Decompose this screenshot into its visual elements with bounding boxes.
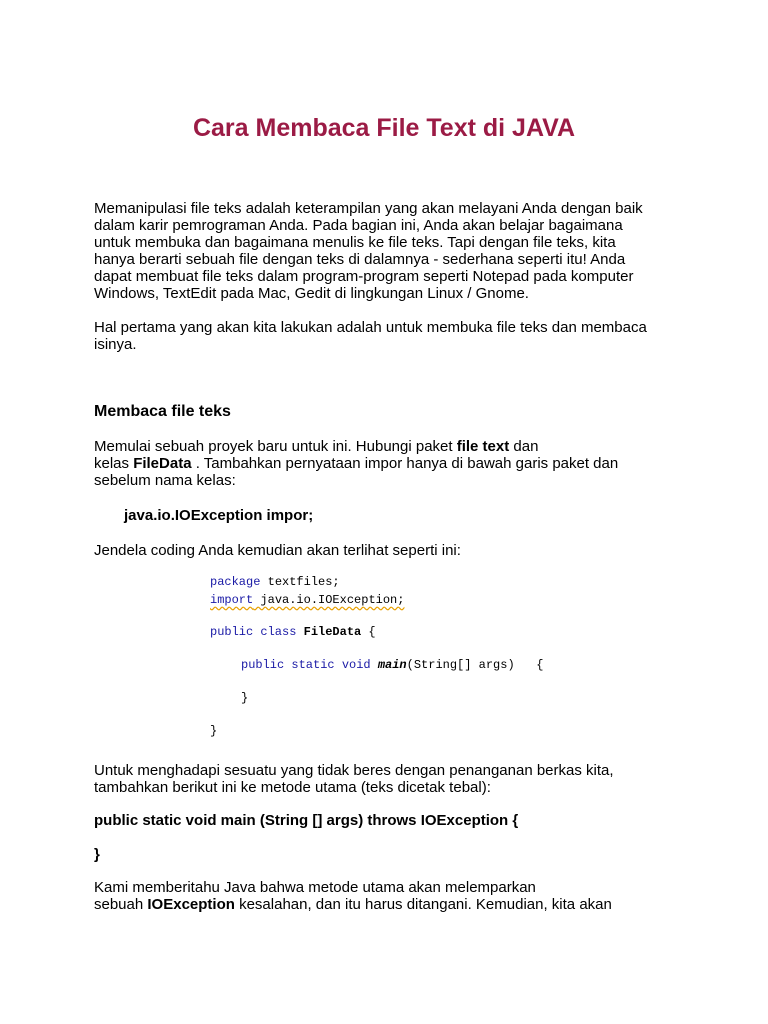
sixth-paragraph [94, 879, 674, 913]
code-line-package [210, 575, 340, 589]
code-keyword: public class [210, 625, 297, 639]
fourth-paragraph: Jendela coding Anda kemudian akan terlihat seperti ini: [94, 542, 461, 559]
code-line-close-class: } [210, 724, 218, 738]
paragraph-text: kesalahan, dan itu harus ditangani. Kemudian, kita akan [234, 896, 612, 913]
paragraph-text: . Tambahkan pernyataan impor hanya di bawah garis paket dan [191, 455, 619, 472]
third-paragraph [94, 438, 674, 489]
paragraph-text: kelas [94, 455, 134, 472]
code-keyword: public static void [241, 658, 371, 672]
paragraph-text: Memulai sebuah proyek baru untuk ini. Hubungi paket [94, 438, 457, 455]
code-text: { [361, 625, 376, 639]
paragraph-line: isinya. [94, 336, 137, 353]
second-paragraph [94, 319, 674, 353]
code-class-name: FileData [303, 625, 362, 639]
package-name: file text [456, 438, 510, 455]
main-signature: public static void main (String [] args) throws IOException { [94, 812, 519, 829]
paragraph-text: sebelum nama kelas: [94, 472, 236, 489]
intro-line: untuk membuka dan bagaimana menulis ke file teks. Tapi dengan file teks, kita [94, 234, 616, 251]
code-method-name: main [377, 658, 407, 672]
code-line-class [210, 625, 376, 639]
intro-line: Windows, TextEdit pada Mac, Gedit di lingkungan Linux / Gnome. [94, 285, 529, 302]
paragraph-line: Hal pertama yang akan kita lakukan adalah untuk membuka file teks dan membaca [94, 319, 647, 336]
code-keyword: import [210, 593, 254, 607]
paragraph-text: Kami memberitahu Java bahwa metode utama akan melemparkan [94, 879, 536, 896]
fifth-paragraph [94, 762, 674, 796]
code-text: java.io.IOException; [253, 593, 405, 607]
code-line-close-method: } [241, 691, 249, 705]
code-text: (String[] args) { [406, 658, 544, 672]
code-line-main [241, 658, 543, 672]
paragraph-line: tambahkan berikut ini ke metode utama (teks dicetak tebal): [94, 779, 491, 796]
paragraph-text: sebuah [94, 896, 148, 913]
code-line-import [210, 593, 404, 607]
code-keyword: package [210, 575, 261, 589]
paragraph-line: Untuk menghadapi sesuatu yang tidak beres dengan penanganan berkas kita, [94, 762, 614, 779]
exception-name: IOException [147, 896, 235, 913]
import-statement: java.io.IOException impor; [124, 507, 314, 524]
closing-brace: } [94, 846, 100, 863]
intro-paragraph [94, 200, 674, 302]
page-title: Cara Membaca File Text di JAVA [192, 114, 576, 142]
intro-line: dapat membuat file teks dalam program-program seperti Notepad pada komputer [94, 268, 634, 285]
code-text: textfiles; [260, 575, 340, 589]
class-name: FileData [133, 455, 192, 472]
paragraph-text: dan [509, 438, 539, 455]
intro-line: dalam karir pemrograman Anda. Pada bagian ini, Anda akan belajar bagaimana [94, 217, 623, 234]
intro-line: hanya berarti sebuah file dengan teks di dalamnya - sederhana seperti itu! Anda [94, 251, 626, 268]
intro-line: Memanipulasi file teks adalah keterampilan yang akan melayani Anda dengan baik [94, 200, 643, 217]
section-heading: Membaca file teks [94, 403, 231, 420]
